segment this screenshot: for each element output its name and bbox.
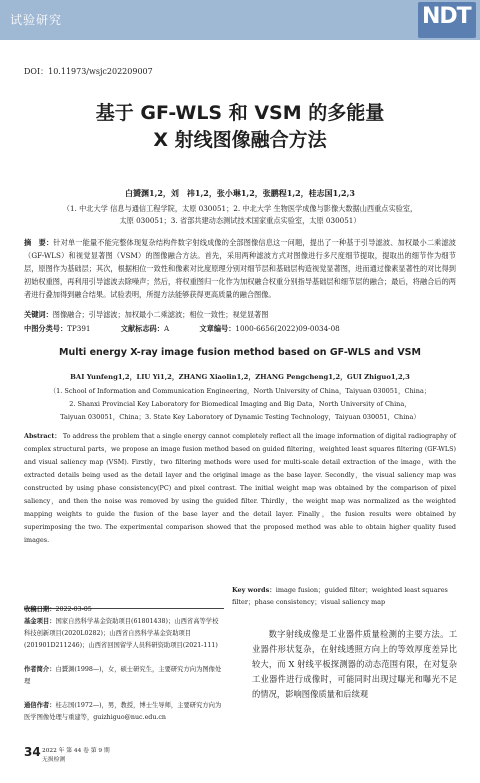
footer-journal: 无损检测 xyxy=(42,757,66,763)
authors-cn: 白贇渊1,2，刘 祎1,2，张小琳1,2，张鹏程1,2，桂志国1,2,3 xyxy=(125,188,355,198)
keywords-en-text: image fusion；guided filter；weighted least squares filter；phase consistency；visual saliency map xyxy=(232,586,448,606)
footnote-corresponding xyxy=(24,700,224,724)
keywords-en-label: Key words： xyxy=(232,586,276,594)
affiliation-cn-2: 太原 030051；3. 省部共建动态测试技术国家重点实验室，太原 030051） xyxy=(119,216,361,225)
keywords-cn-label: 关键词： xyxy=(24,310,53,319)
fn-text: 2022-03-05 xyxy=(55,606,92,613)
keywords-cn-text: 图像融合；引导滤波；加权最小二乘滤波；相位一致性；视觉显著图 xyxy=(52,310,269,319)
fn-label: 基金项目： xyxy=(24,618,56,625)
doc-code-value: A xyxy=(163,324,170,333)
fn-label: 通信作者： xyxy=(24,702,56,709)
section-label: 试验研究 xyxy=(10,13,63,27)
footnote-funding xyxy=(24,616,224,652)
keywords-cn xyxy=(24,308,456,321)
affiliation-en-3: Taiyuan 030051，China；3. State Key Laboratory of Dynamic Testing Technology，Taiyuan 030051，China） xyxy=(60,413,420,421)
footnote-received xyxy=(24,604,224,616)
abstract-en-label: Abstract： xyxy=(24,432,61,440)
affiliation-cn-1: （1. 中北大学 信息与通信工程学院，太原 030051；2. 中北大学 生物医学成像与影像大数据山西重点实验室， xyxy=(62,204,418,213)
abstract-cn-label: 摘 要： xyxy=(24,238,54,247)
title-cn-line-2: X 射线图像融合方法 xyxy=(153,129,327,151)
keywords-en xyxy=(232,584,457,608)
doc-code-label: 文献标志码： xyxy=(120,324,164,333)
article-id-value: 1000-6656(2022)09-0034-08 xyxy=(235,324,340,333)
abstract-cn-text: 针对单一能量不能完整体现复杂结构件数字射线成像的全部图像信息这一问题，提出了一种基于引导滤波、加权最小二乘滤波（GF-WLS）和视觉显著图（VSM）的图像融合方法。首先，采用两种滤波方式对图像进行多尺度细节提取，提取出的细节作为细节层，原图作为基础层；其次，根据相位一致性和像素对比度原理分别对细节层和基础层构造视觉显著图，进而通过像素显著性的对比得到初始权重图，再利用引导滤波去除噪声；然后，将权重图归一化作为加权融合权重分别指导基础层和细节层的融合；最后，将融合后的两者进行叠加得到融合结果。试验表明，所提方法能够获得更高质量的融合图像。 xyxy=(24,238,456,299)
doi: DOI：10.11973/wsjc202209007 xyxy=(24,67,153,76)
footer-issue: 2022 年 第 44 卷 第 9 期 xyxy=(42,748,110,754)
abstract-cn xyxy=(24,236,456,301)
clc-value: TP391 xyxy=(67,324,91,333)
body-intro: 数字射线成像是工业器件质量检测的主要方法。工业器件形状复杂，在射线透照方向上的等效厚度差异比较大，而 X 射线平板探测器的动态范围有限，在对复杂工业器件进行成像时，可能同时出现过曝光和曝光不足的情况，影响图像质量和后续观 xyxy=(252,629,457,699)
fn-label: 收稿日期： xyxy=(24,606,56,613)
article-id-label: 文章编号： xyxy=(199,324,236,333)
header-band xyxy=(0,0,480,40)
fn-label: 作者简介： xyxy=(24,666,56,673)
affiliation-en-2: 2. Shanxi Provincial Key Laboratory for Biomedical Imaging and Big Data，North University of China， xyxy=(69,400,411,408)
fn-text: 白贇渊(1998—)，女，硕士研究生，主要研究方向为图像处理 xyxy=(24,666,222,685)
abstract-en-text: To address the problem that a single energy cannot completely reflect all the image information of digital radiography of complex structural parts，we propose an image fusion method based on guided filtering，weighted least squares filtering (GF-WLS) and visual saliency map (VSM). Firstly，two filtering methods were used for multi-scale detail extraction of the image，with the extracted details being used as the detail layer and the original image as the base layer. Secondly，the visual saliency map was constructed by using phase consistency(PC) and pixel contrast. The initial weight map was obtained by the comparison of pixel saliency，and then the noise was removed by using the guided filter. Thirdly，the weight map was normalized as the weighted mapping weights to guide the fusion of the base layer and the detail layer. Finally，the fusion results were obtained by superimposing the two. The experimental comparison showed that the proposed method was able to obtain higher quality fused images. xyxy=(24,432,456,544)
fn-text: 国家自然科学基金资助项目(61801438)；山西省高等学校科技创新项目(2020L0282)；山西省自然科学基金资助项目(201901D211246)；山西省回国留学人员科研资助项目(2021-111) xyxy=(24,618,219,649)
clc-label: 中图分类号： xyxy=(24,324,68,333)
journal-footer xyxy=(42,747,110,765)
classification-cn xyxy=(24,322,456,335)
fn-text: 桂志国(1972—)，男，教授，博士生导师，主要研究方向为医学图像处理与重建等，guizhiguo@nuc.edu.cn xyxy=(24,702,222,721)
affiliation-en-1: （1. School of Information and Communication Engineering，North University of China，Taiyuan 030051，China； xyxy=(49,387,431,395)
authors-en: BAI Yunfeng1,2，LIU Yi1,2，ZHANG Xiaolin1,2，ZHANG Pengcheng1,2，GUI Zhiguo1,2,3 xyxy=(70,373,410,381)
title-cn-line-1: 基于 GF-WLS 和 VSM 的多能量 xyxy=(95,102,385,124)
page-number: 34 xyxy=(24,745,41,759)
title-en: Multi energy X-ray image fusion method based on GF-WLS and VSM xyxy=(59,347,421,358)
footnote-author xyxy=(24,664,224,688)
abstract-en xyxy=(24,430,456,547)
logo-text: NDT xyxy=(422,4,471,29)
